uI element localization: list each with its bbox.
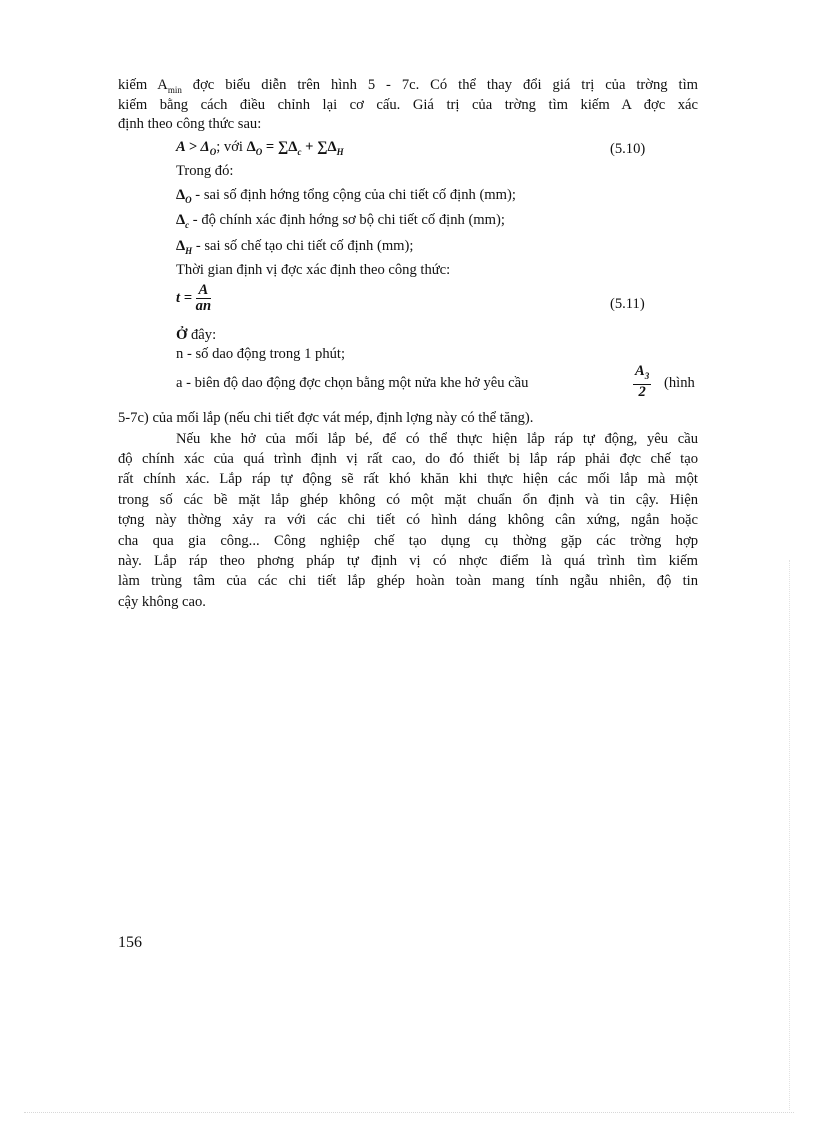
paragraph-line: cha qua gia công... Công nghiệp chế tạo dụng cụ thờng gặp các trờng hợp <box>118 533 698 549</box>
text-line: Thời gian định vị đợc xác định theo công thức: <box>176 262 451 278</box>
equation-5-10: $A > \Delta_O$; với $\Delta_O = \sum\Delta_c + \sum\Delta_H$ <box>176 139 344 157</box>
text-line: kiếm $A_{min}$ đợc biểu diễn trên hình 5 - 7c. Có thể thay đổi giá trị của trờng tìm <box>118 77 698 95</box>
paragraph-line: này. Lắp ráp theo phơng pháp tự định vị có nhợc điểm là quá trình tìm kiếm <box>118 553 698 569</box>
fraction-a3-over-2: $\frac{A_3}{2}$ <box>635 363 650 400</box>
page-number: 156 <box>118 934 142 951</box>
fraction: $\frac{A}{an}$ <box>195 282 212 314</box>
text-line: định theo công thức sau: <box>118 116 262 132</box>
text-line: a - biên độ dao động đợc chọn bằng một nửa khe hở yêu cầu <box>176 375 529 391</box>
paragraph-line: độ chính xác của quá trình định vị rất cao, do đó thiết bị lắp ráp phải đợc chế tạo <box>118 451 698 467</box>
text-line: 5-7c) của mối lắp (nếu chi tiết đợc vát mép, định lợng này có thể tăng). <box>118 410 534 426</box>
paragraph-line: cậy không cao. <box>118 594 206 610</box>
paragraph-line: làm trùng tâm của các chi tiết lắp ghép hoàn toàn mang tính ngẫu nhiên, độ tin <box>118 573 698 589</box>
page-bottom-dotted <box>24 1112 794 1113</box>
equation-number: (5.10) <box>610 141 646 157</box>
text-line: kiếm bằng cách điều chỉnh lại cơ cấu. Giá trị của trờng tìm kiếm A đợc xác <box>118 97 698 113</box>
text-line: Ở đây: <box>176 327 217 343</box>
equation-5-11: t = $\frac{A}{an}$ <box>176 282 212 314</box>
definition-line: $\Delta_O$ - sai số định hớng tổng cộng của chi tiết cố định (mm); <box>176 187 516 205</box>
text-line: (hình <box>664 375 695 391</box>
equation-number: (5.11) <box>610 296 645 312</box>
paragraph-line: Nếu khe hở của mối lắp bé, để có thể thực hiện lắp ráp tự động, yêu cầu <box>176 431 698 447</box>
definition-line: $\Delta_H$ - sai số chế tạo chi tiết cố định (mm); <box>176 238 414 256</box>
text-line: n - số dao động trong 1 phút; <box>176 346 346 362</box>
paragraph-line: trong số các bề mặt lắp ghép không có một mặt chuẩn ổn định và tin cậy. Hiện <box>118 492 698 508</box>
text-line: Trong đó: <box>176 163 234 179</box>
paragraph-line: rất chính xác. Lắp ráp tự động sẽ rất khó khăn khi thực hiện các mối lắp mà một <box>118 471 698 487</box>
paragraph-line: tợng này thờng xảy ra với các chi tiết có hình dáng không cân xứng, ngắn hoặc <box>118 512 698 528</box>
definition-line: $\Delta_c$ - độ chính xác định hớng sơ bộ chi tiết cố định (mm); <box>176 212 505 230</box>
page-edge-dotted <box>789 560 790 1110</box>
